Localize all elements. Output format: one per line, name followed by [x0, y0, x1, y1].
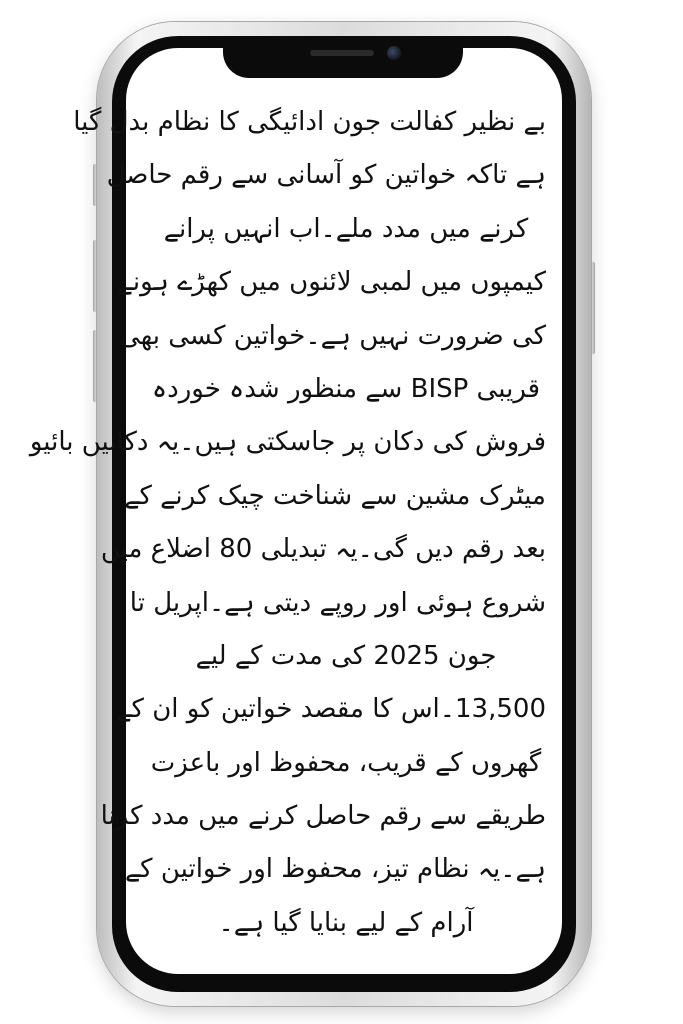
article-line: جون 2025 کی مدت کے لیے — [195, 640, 497, 671]
phone-notch — [223, 36, 463, 78]
speaker-grille — [310, 50, 374, 56]
article-line: آرام کے لیے بنایا گیا ہے۔ — [218, 907, 474, 938]
article-line: بعد رقم دیں گی۔یہ تبدیلی 80 اضلاع میں — [100, 534, 546, 565]
article-line: کی ضرورت نہیں ہے۔خواتین کسی بھی — [119, 320, 546, 351]
article-line: ہے۔یہ نظام تیز، محفوظ اور خواتین کے — [124, 854, 546, 885]
article-line: گھروں کے قریب، محفوظ اور باعزت — [150, 747, 542, 778]
article-text — [29, 96, 546, 950]
article-line: قریبی BISP سے منظور شدہ خوردہ — [151, 373, 541, 404]
article-line: ہے تاکہ خواتین کو آسانی سے رقم حاصل — [106, 160, 546, 191]
article-line: کرنے میں مدد ملے۔اب انہیں پرانے — [163, 213, 529, 244]
article-line: شروع ہوئی اور روپے دیتی ہے۔اپریل تا — [129, 587, 546, 618]
article-line: میٹرک مشین سے شناخت چیک کرنے کے — [124, 480, 546, 511]
article-line: کیمپوں میں لمبی لائنوں میں کھڑے ہونے — [117, 267, 546, 298]
article-line: بے نظیر کفالت جون ادائیگی کا نظام بدل گیا — [73, 107, 546, 137]
article-line: طریقے سے رقم حاصل کرنے میں مدد کرنا — [100, 801, 546, 832]
front-camera-icon — [387, 46, 401, 60]
article-line: فروش کی دکان پر جاسکتی ہیں۔یہ دکانیں بائیو — [29, 427, 546, 458]
article-line: 13,500۔اس کا مقصد خواتین کو ان کے — [116, 694, 546, 725]
